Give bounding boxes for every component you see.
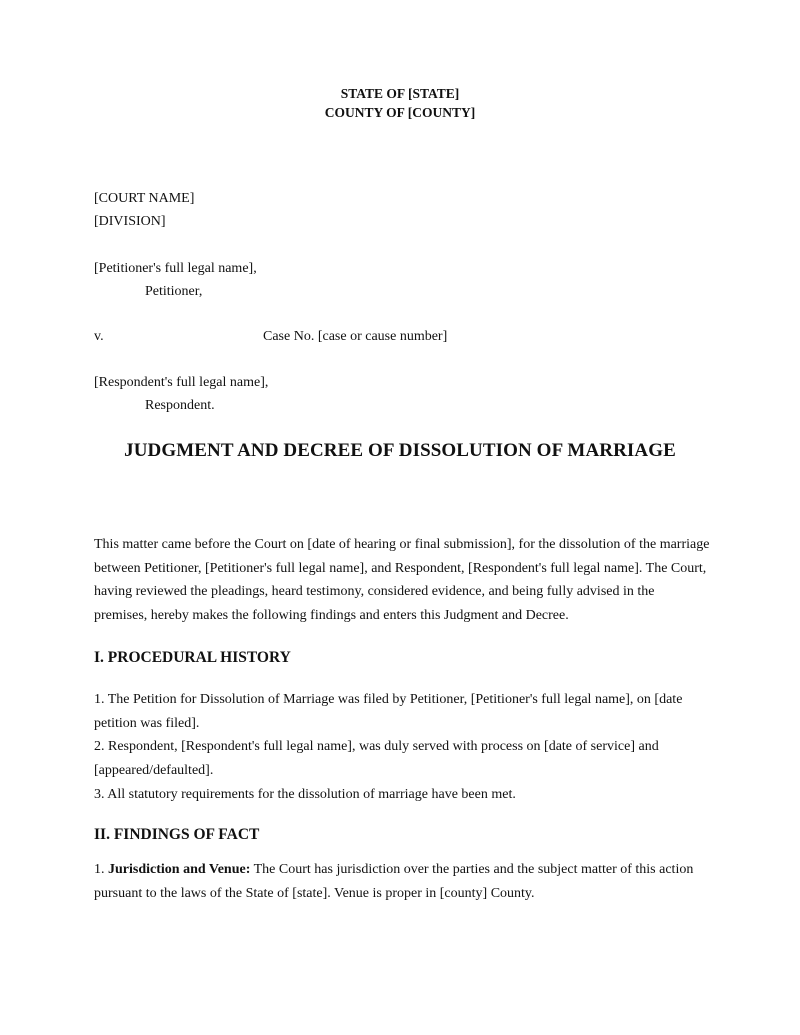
- respondent-role: Respondent.: [145, 398, 215, 413]
- list-item: 2. Respondent, [Respondent's full legal name], was duly served with process on [date of service] and [appeared/defaulted].: [94, 739, 659, 779]
- division: [DIVISION]: [94, 214, 166, 229]
- court-name: [COURT NAME]: [94, 191, 195, 206]
- document-header: [0, 84, 800, 122]
- county-line: COUNTY OF [COUNTY]: [324, 105, 476, 120]
- procedural-history-heading: I. PROCEDURAL HISTORY: [94, 649, 291, 666]
- petitioner-name: [Petitioner's full legal name],: [94, 261, 257, 276]
- list-item: 3. All statutory requirements for the dissolution of marriage have been met.: [94, 786, 516, 802]
- list-item: [94, 858, 710, 905]
- case-number: Case No. [case or cause number]: [263, 329, 448, 344]
- procedural-history-list: [94, 688, 710, 807]
- finding-number: 1.: [94, 862, 108, 877]
- respondent-name: [Respondent's full legal name],: [94, 375, 269, 390]
- versus: v.: [94, 329, 104, 344]
- intro-paragraph: This matter came before the Court on [date of hearing or final submission], for the dissolution of the marriage between Petitioner, [Petitioner's full legal name], and Respondent, [Respondent's full legal name]. The Court, having reviewed the pleadings, heard testimony, considered evidence, and being fully advised in the premises, hereby makes the following findings and enters this Judgment and Decree.: [94, 537, 710, 624]
- state-line: STATE OF [STATE]: [340, 86, 460, 101]
- finding-text: The Court has jurisdiction over the parties and the subject matter of this action pursuant to the laws of the State of [state]. Venue is proper in [county] County.: [94, 862, 694, 901]
- petitioner-role: Petitioner,: [145, 284, 203, 299]
- document-title: JUDGMENT AND DECREE OF DISSOLUTION OF MARRIAGE: [124, 440, 676, 461]
- finding-label: Jurisdiction and Venue:: [108, 862, 251, 877]
- findings-of-fact-heading: II. FINDINGS OF FACT: [94, 826, 260, 843]
- findings-list: [94, 858, 710, 905]
- list-item: 1. The Petition for Dissolution of Marriage was filed by Petitioner, [Petitioner's full legal name], on [date petition was filed].: [94, 692, 683, 731]
